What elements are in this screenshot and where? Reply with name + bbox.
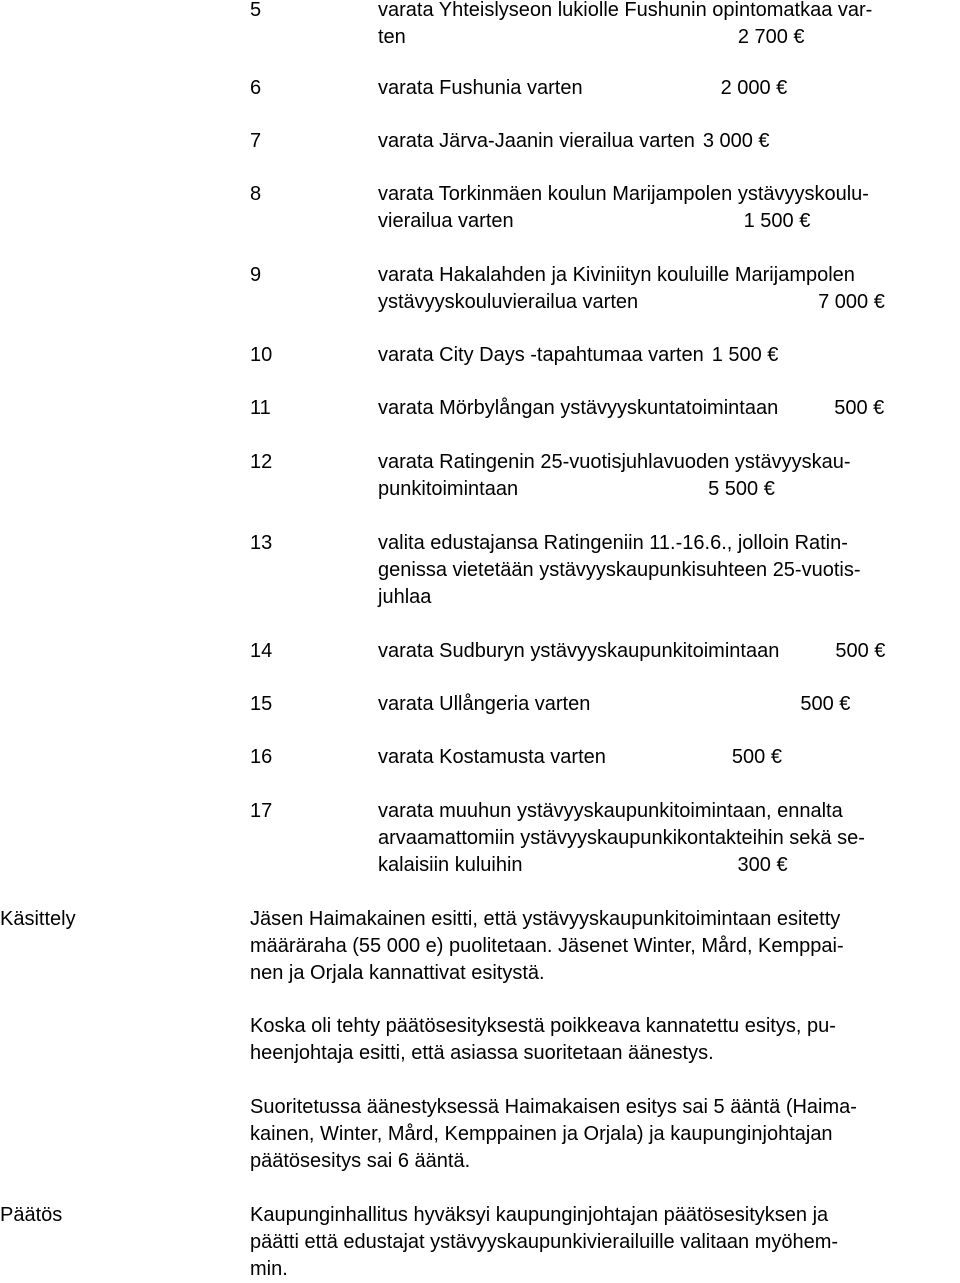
paragraph-line: nen ja Orjala kannattivat esitystä.: [250, 962, 545, 984]
item-text-line: [378, 181, 938, 208]
item-number: 12: [250, 451, 273, 473]
kasittely-label: Käsittely: [0, 908, 76, 930]
item-text-line: [378, 530, 938, 557]
item-number: 17: [250, 800, 273, 822]
item-text-fragment: varata Fushunia varten: [378, 77, 583, 99]
item-text-line: [378, 638, 938, 665]
item-text-fragment: ten: [378, 26, 406, 48]
item-amount: 500 €: [835, 640, 886, 662]
item-text-fragment: varata Ullångeria varten: [378, 693, 591, 715]
item-text-fragment: arvaamattomiin ystävyyskaupunkikontakteihin sekä se-: [378, 827, 865, 849]
item-amount: 1 500 €: [743, 210, 811, 232]
item-amount: 500 €: [834, 397, 885, 419]
item-number: 15: [250, 693, 273, 715]
item-text-line: [378, 262, 938, 289]
item-amount: 3 000 €: [702, 130, 770, 152]
item-text-fragment: varata Yhteislyseon lukiolle Fushunin opintomatkaa var-: [378, 0, 873, 21]
item-text: [378, 181, 938, 235]
item-text-line: [378, 825, 938, 852]
item-amount: 500 €: [800, 693, 851, 715]
kasittely-paragraph: [250, 1094, 950, 1175]
item-text-line: [378, 691, 938, 718]
paragraph-line: Kaupunginhallitus hyväksyi kaupunginjohtajan päätösesityksen ja: [250, 1204, 829, 1226]
kasittely-paragraph: [250, 1013, 950, 1067]
paragraph-line: Suoritetussa äänestyksessä Haimakaisen esitys sai 5 ääntä (Haima-: [250, 1096, 857, 1118]
item-text: [378, 75, 938, 102]
item-text-fragment: vierailua varten: [378, 210, 514, 232]
item-text-line: [378, 342, 938, 369]
item-amount: 2 000 €: [720, 77, 788, 99]
item-number: 9: [250, 264, 262, 286]
item-text: [378, 638, 938, 665]
paatos-label: Päätös: [0, 1204, 63, 1226]
item-number: 14: [250, 640, 273, 662]
paragraph-line: kainen, Winter, Mård, Kemppainen ja Orjala) ja kaupunginjohtajan: [250, 1123, 833, 1145]
item-text-line: [378, 584, 938, 611]
item-amount: 1 500 €: [711, 344, 779, 366]
item-text: [378, 128, 938, 155]
item-amount: 300 €: [737, 854, 788, 876]
item-text: [378, 342, 938, 369]
item-text: [378, 0, 938, 51]
item-text-line: [378, 128, 938, 155]
item-text: [378, 262, 938, 316]
item-text-fragment: punkitoimintaan: [378, 478, 519, 500]
item-text-line: [378, 744, 938, 771]
item-number: 10: [250, 344, 273, 366]
item-text-line: [378, 852, 938, 879]
item-amount: 2 700 €: [737, 26, 805, 48]
paragraph-line: heenjohtaja esitti, että asiassa suoritetaan äänestys.: [250, 1042, 714, 1064]
item-number: 11: [250, 397, 271, 419]
item-text-fragment: kalaisiin kuluihin: [378, 854, 523, 876]
item-text-line: [378, 449, 938, 476]
item-text-fragment: varata Mörbylångan ystävyyskuntatoimintaan: [378, 397, 779, 419]
item-text-line: [378, 75, 938, 102]
item-text-fragment: varata Hakalahden ja Kiviniityn kouluille Marijampolen: [378, 264, 855, 286]
paragraph-line: Jäsen Haimakainen esitti, että ystävyyskaupunkitoimintaan esitetty: [250, 908, 841, 930]
item-text-line: [378, 476, 938, 503]
item-number: 6: [250, 77, 262, 99]
item-amount: 7 000 €: [818, 291, 885, 313]
item-number: 7: [250, 130, 262, 152]
paatos-paragraph: [250, 1202, 950, 1283]
item-text: [378, 798, 938, 879]
item-text-fragment: varata City Days -tapahtumaa varten: [378, 344, 704, 366]
item-text-line: [378, 24, 938, 51]
item-text-fragment: ystävyyskouluvierailua varten: [378, 291, 639, 313]
item-text-line: [378, 208, 938, 235]
item-amount: 5 500 €: [708, 478, 775, 500]
paragraph-line: min.: [250, 1258, 288, 1280]
item-text-fragment: juhlaa: [378, 586, 432, 608]
item-text-fragment: varata Torkinmäen koulun Marijampolen ystävyyskoulu-: [378, 183, 869, 205]
paragraph-line: määräraha (55 000 e) puolitetaan. Jäsenet Winter, Mård, Kemppai-: [250, 935, 844, 957]
item-text-line: [378, 0, 938, 24]
item-text: [378, 691, 938, 718]
item-text-fragment: varata Järva-Jaanin vierailua varten: [378, 130, 695, 152]
item-text-line: [378, 798, 938, 825]
item-text-fragment: varata Ratingenin 25-vuotisjuhlavuoden ystävyyskau-: [378, 451, 851, 473]
item-number: 5: [250, 0, 262, 21]
item-number: 16: [250, 746, 273, 768]
item-text-fragment: varata muuhun ystävyyskaupunkitoimintaan, ennalta: [378, 800, 843, 822]
item-text-line: [378, 395, 938, 422]
item-text-fragment: varata Kostamusta varten: [378, 746, 606, 768]
paragraph-line: päätösesitys sai 6 ääntä.: [250, 1150, 471, 1172]
kasittely-paragraph: [250, 906, 950, 987]
item-number: 8: [250, 183, 262, 205]
item-text-fragment: genissa vietetään ystävyyskaupunkisuhteen 25-vuotis-: [378, 559, 861, 581]
item-text: [378, 395, 938, 422]
item-text-fragment: valita edustajansa Ratingeniin 11.-16.6., jolloin Ratin-: [378, 532, 848, 554]
item-amount: 500 €: [731, 746, 782, 768]
item-text-line: [378, 289, 938, 316]
item-text-line: [378, 557, 938, 584]
item-text: [378, 449, 938, 503]
item-text-fragment: varata Sudburyn ystävyyskaupunkitoimintaan: [378, 640, 780, 662]
item-text: [378, 744, 938, 771]
paragraph-line: Koska oli tehty päätösesityksestä poikkeava kannatettu esitys, pu-: [250, 1015, 836, 1037]
paragraph-line: päätti että edustajat ystävyyskaupunkivierailuille valitaan myöhem-: [250, 1231, 839, 1253]
item-text: [378, 530, 938, 611]
item-number: 13: [250, 532, 273, 554]
